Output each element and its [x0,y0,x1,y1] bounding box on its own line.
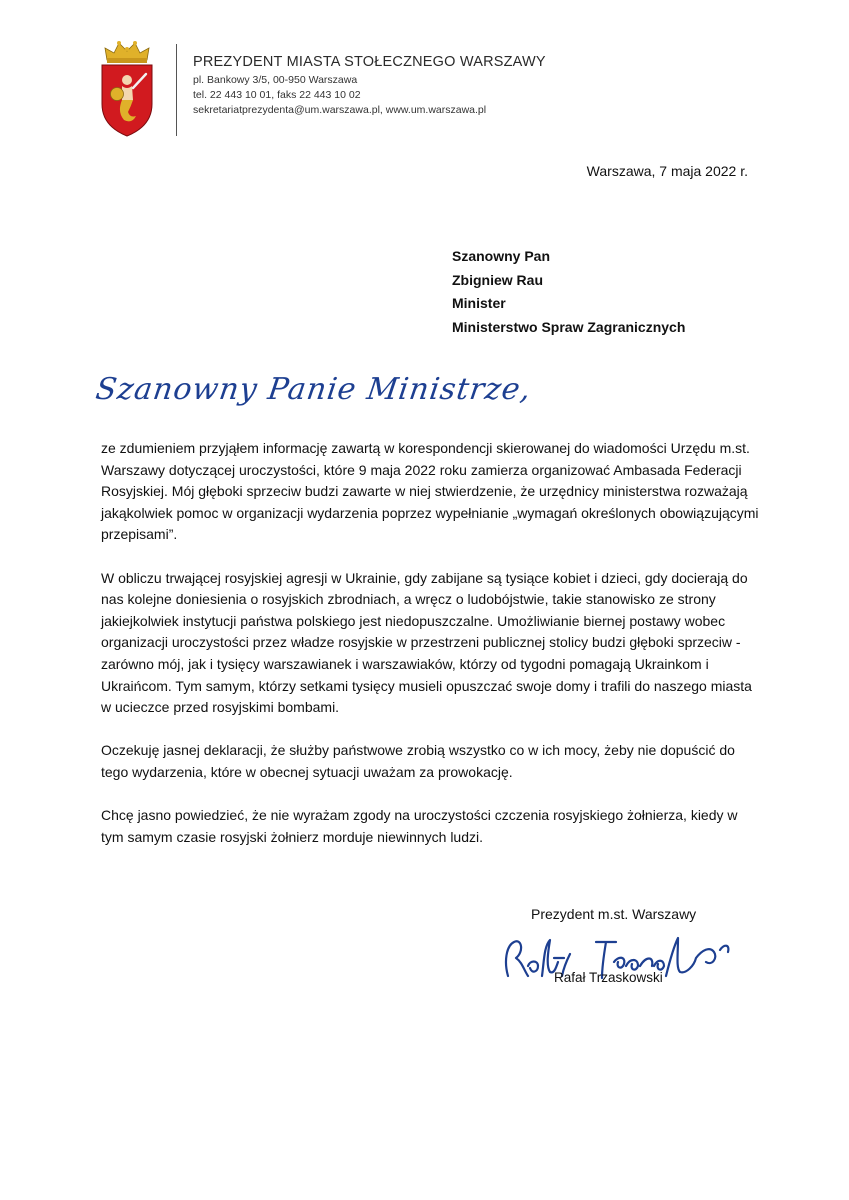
letter-date: Warszawa, 7 maja 2022 r. [586,163,748,179]
letter-body [101,438,761,870]
addressee-greeting: Szanowny Pan [452,248,551,264]
addressee-name: Zbigniew Rau [452,271,543,288]
addressee-block [452,245,685,339]
closing-title: Prezydent m.st. Warszawy [531,906,697,922]
header-divider [176,44,177,136]
body-paragraph-2: W obliczu trwającej rosyjskiej agresji w Ukrainie, gdy zabijane są tysiące kobiet i dzieci, gdy docierają do nas kolejne doniesienia o rosyjskich zbrodniach, a wręcz o ludobójstwie, takie stanowisko ze strony jakiejkolwiek instytucji państwa polskiego jest niedopuszczalne. Umożliwianie biernej postawy wobec organizacji uroczystości przez władze rosyjskie w przestrzeni publicznej stolicy budzi głęboki sprzeciw - zarówno mój, jak i tysięcy warszawianek i warszawiaków, którzy od tygodni pomagają Ukrainkom i Ukraińcom. Tym samym, którzy setkami tysięcy musieli opuszczać swoje domy i trafili do naszego miasta w ucieczce przed rosyjskimi bombami. [101,569,752,716]
body-paragraph-3: Oczekuję jasnej deklaracji, że służby państwowe zrobią wszystko co w ich mocy, żeby nie dopuścić do tego wydarzenia, które w obecnej sytuacji uważam za prowokację. [101,742,735,780]
warsaw-coat-of-arms-icon [98,38,156,138]
handwritten-salutation [93,372,536,432]
body-paragraph-1: ze zdumieniem przyjąłem informację zawartą w korespondencji skierowanej do wiadomości Urzędu m.st. Warszawy dotyczącej uroczystości, które 9 maja 2022 roku zamierza organizować Ambasada Federacji Rosyjskiej. Mój głęboki sprzeciw budzi zawarte w niej stwierdzenie, że urzędnicy ministerstwa rozważają jakąkolwiek pomoc w organizacji wydarzenia poprzez wypełnianie „wymagań określonych obowiązującymi przepisami”. [101,440,759,543]
salutation-text: Szanowny Panie Ministrze, [93,372,534,407]
signer-name: Rafał Trzaskowski [554,970,663,985]
letterhead-phone: tel. 22 443 10 01, faks 22 443 10 02 [193,89,361,101]
body-paragraph-4: Chcę jasno powiedzieć, że nie wyrażam zgody na uroczystości czczenia rosyjskiego żołnierza, kiedy w tym samym czasie rosyjski żołnierz morduje niewinnych ludzi. [101,807,738,845]
letterhead-contact: sekretariatprezydenta@um.warszawa.pl, www.um.warszawa.pl [193,104,487,116]
letterhead-title: PREZYDENT MIASTA STOŁECZNEGO WARSZAWY [193,54,546,70]
addressee-title: Minister [452,295,506,311]
letterhead [193,51,613,118]
addressee-institution: Ministerstwo Spraw Zagranicznych [452,318,686,335]
letterhead-address: pl. Bankowy 3/5, 00-950 Warszawa [193,74,358,86]
